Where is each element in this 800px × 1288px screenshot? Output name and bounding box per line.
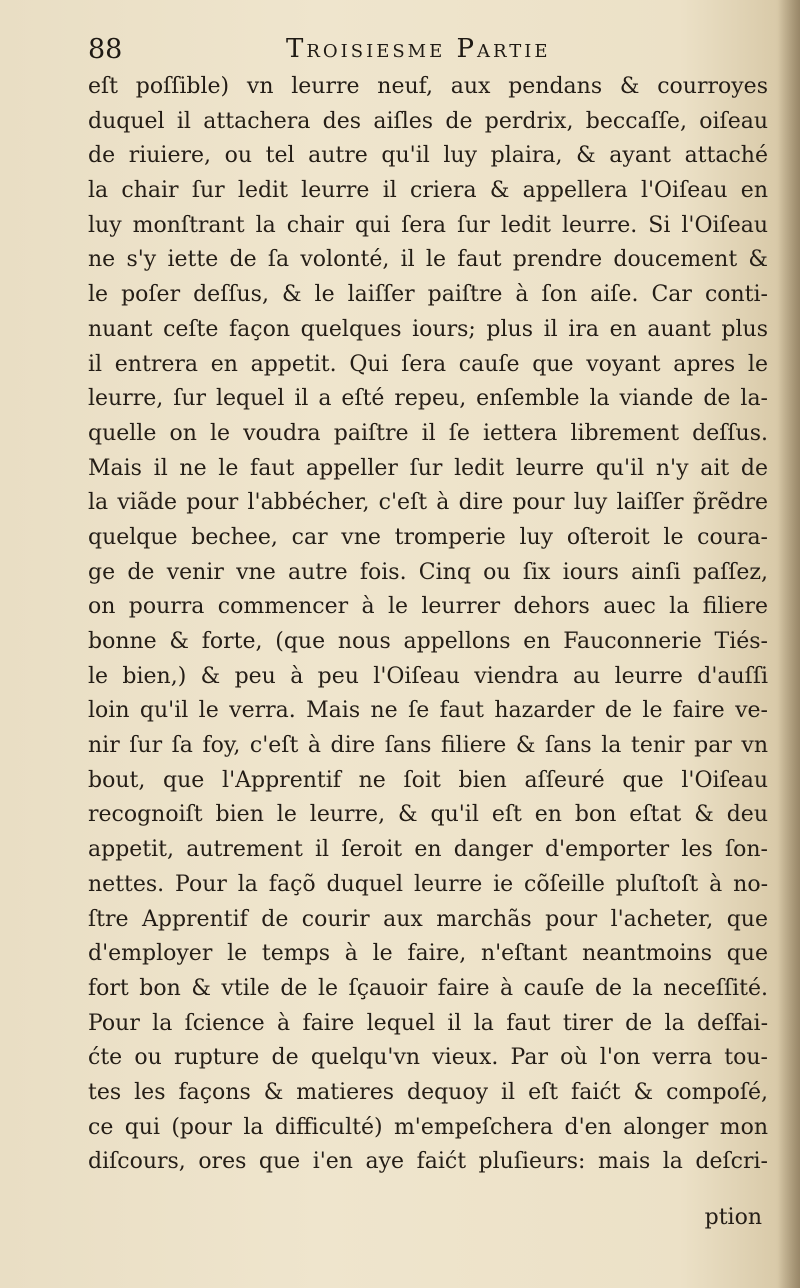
text-line: le poſer deſſus, & le laiſſer paiſtre à ſon aiſe. Car conti- (88, 282, 768, 308)
text-line: recognoiſt bien le leurre, & qu'il eſt en bon eſtat & deu (88, 802, 768, 828)
text-line: loin qu'il le verra. Mais ne ſe faut hazarder de le faire ve- (88, 698, 768, 724)
text-line: ne s'y iette de ſa volonté, il le faut prendre doucement & (88, 247, 768, 273)
running-title: Troisiesme Partie (286, 34, 551, 64)
catchword: ption (704, 1205, 762, 1230)
text-line: Pour la ſcience à faire lequel il la faut tirer de la deſfai- (88, 1010, 768, 1036)
text-line: nir ſur ſa foy, c'eſt à dire ſans filiere & ſans la tenir par vn (88, 733, 768, 759)
body-text (88, 70, 768, 1180)
text-line: on pourra commencer à le leurrer dehors auec la filiere (88, 594, 768, 620)
text-line: Mais il ne le faut appeller ſur ledit leurre qu'il n'y ait de (88, 455, 768, 481)
text-line: leurre, ſur lequel il a eſté repeu, enſemble la viande de la- (88, 386, 768, 412)
text-line: tes les façons & matieres dequoy il eſt faićt & compoſé, (88, 1079, 768, 1105)
text-line: nettes. Pour la façõ duquel leurre ie cõſeille pluſtoſt à no- (88, 871, 768, 897)
text-line: diſcours, ores que i'en aye faićt pluſieurs: mais la deſcri- (88, 1149, 768, 1175)
text-line: duquel il attachera des aiſles de perdrix, beccaſſe, oiſeau (88, 108, 768, 134)
text-line: la chair ſur ledit leurre il criera & appellera l'Oiſeau en (88, 178, 768, 204)
text-line: ſtre Apprentif de courir aux marchãs pour l'acheter, que (88, 906, 768, 932)
text-line: quelque bechee, car vne tromperie luy oſteroit le coura- (88, 524, 768, 550)
text-line: appetit, autrement il ſeroit en danger d'emporter les ſon- (88, 837, 768, 863)
text-line: luy monſtrant la chair qui ſera ſur ledit leurre. Si l'Oiſeau (88, 212, 768, 238)
text-line: bonne & forte, (que nous appellons en Fauconnerie Tiés- (88, 629, 768, 654)
text-line: il entrera en appetit. Qui ſera cauſe que voyant apres le (88, 351, 768, 377)
text-line: d'employer le temps à le faire, n'eſtant neantmoins que (88, 941, 768, 967)
text-line: ge de venir vne autre fois. Cinq ou ſix iours ainſi paſſez, (88, 559, 768, 585)
text-line: ćte ou rupture de quelqu'vn vieux. Par où l'on verra tou- (88, 1045, 768, 1071)
text-line: ce qui (pour la difficulté) m'empeſchera d'en alonger mon (88, 1114, 768, 1140)
text-line: bout, que l'Apprentif ne ſoit bien aſſeuré que l'Oiſeau (88, 767, 768, 793)
text-line: fort bon & vtile de le ſçauoir faire à cauſe de la neceſſité. (88, 975, 768, 1001)
text-line: quelle on le voudra paiſtre il ſe iettera librement deſſus. (88, 420, 768, 446)
text-line: de riuiere, ou tel autre qu'il luy plaira, & ayant attaché (88, 143, 768, 169)
text-line: nuant ceſte façon quelques iours; plus il ira en auant plus (88, 316, 768, 342)
text-line: eſt poſſible) vn leurre neuf, aux pendans & courroyes (88, 74, 768, 99)
page-edge-shadow (778, 0, 800, 1288)
text-line: le bien,) & peu à peu l'Oiſeau viendra au leurre d'auſſi (88, 663, 768, 689)
page-header (88, 34, 728, 68)
text-line: la viãde pour l'abbécher, c'eſt à dire pour luy laiſſer p̃rẽdre (88, 490, 768, 516)
page-number: 88 (88, 34, 123, 65)
